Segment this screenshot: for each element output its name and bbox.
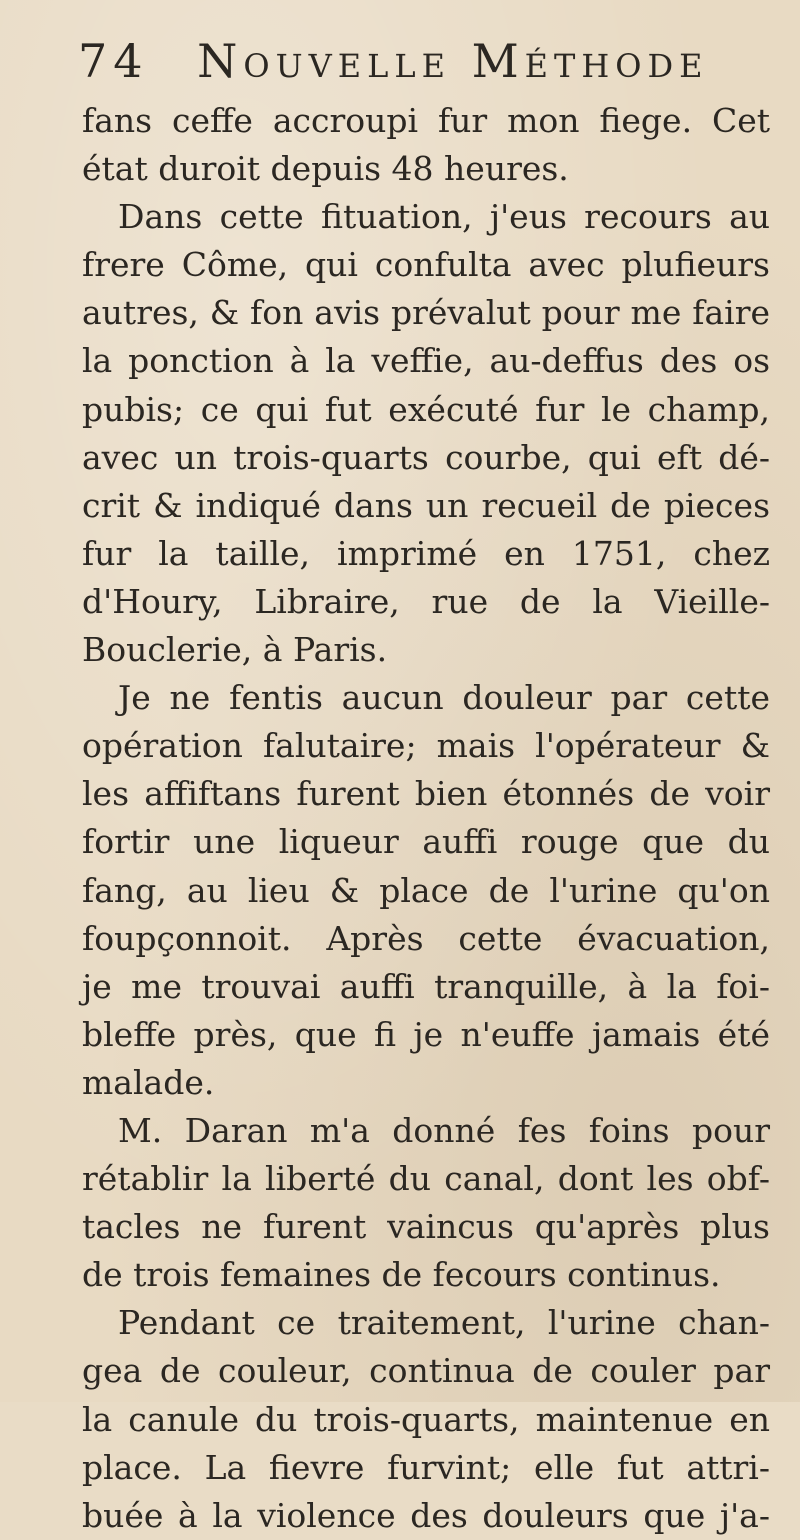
text-line: fortir une liqueur auffi rouge que du bbox=[82, 822, 770, 862]
paragraph-start-line: Dans cette fituation, j'eus recours au bbox=[118, 197, 770, 237]
text-line: crit & indiqué dans un recueil de pieces bbox=[82, 485, 770, 525]
text-line: la ponction à la veffie, au-deffus des os bbox=[82, 341, 770, 381]
text-line: tacles ne furent vaincus qu'après plus bbox=[82, 1207, 770, 1247]
text-line: je me trouvai auffi tranquille, à la foi- bbox=[82, 966, 770, 1006]
text-line: d'Houry, Libraire, rue de la Vieille- bbox=[82, 581, 770, 621]
text-line: opération falutaire; mais l'opérateur & bbox=[82, 726, 770, 766]
text-line: de trois femaines de fecours continus. bbox=[82, 1255, 721, 1295]
text-line: place. La fievre furvint; elle fut attri- bbox=[82, 1447, 770, 1487]
text-line: fang, au lieu & place de l'urine qu'on bbox=[82, 870, 770, 910]
text-line: fans ceffe accroupi fur mon fiege. Cet bbox=[82, 101, 770, 140]
text-line: buée à la violence des douleurs que j'a- bbox=[82, 1495, 770, 1535]
text-line: malade. bbox=[82, 1062, 215, 1102]
text-line: fur la taille, imprimé en 1751, chez bbox=[82, 533, 770, 573]
text-line: autres, & fon avis prévalut pour me faire bbox=[82, 293, 770, 333]
page-number: 74 bbox=[78, 34, 149, 88]
text-line: bleffe près, que fi je n'euffe jamais été bbox=[82, 1014, 770, 1054]
text-line: avec un trois-quarts courbe, qui eft dé- bbox=[82, 437, 770, 477]
paragraph-start-line: Pendant ce traitement, l'urine chan- bbox=[118, 1303, 770, 1343]
body-text bbox=[82, 97, 770, 1540]
paragraph-start-line: M. Daran m'a donné fes foins pour bbox=[118, 1110, 770, 1150]
text-line: les affiftans furent bien étonnés de voir bbox=[82, 774, 770, 814]
running-title: Nouvelle Méthode bbox=[197, 34, 709, 88]
text-line: foupçonnoit. Après cette évacuation, bbox=[82, 918, 770, 958]
text-line: état duroit depuis 48 heures. bbox=[82, 149, 569, 189]
text-line: frere Côme, qui confulta avec plufieurs bbox=[82, 245, 770, 285]
paragraph-start-line: Je ne fentis aucun douleur par cette bbox=[118, 678, 770, 718]
text-line: Bouclerie, à Paris. bbox=[82, 630, 388, 670]
text-line: gea de couleur, continua de couler par bbox=[82, 1351, 770, 1391]
text-line: rétablir la liberté du canal, dont les obf- bbox=[82, 1159, 770, 1199]
text-line: pubis; ce qui fut exécuté fur le champ, bbox=[82, 389, 770, 429]
running-header bbox=[78, 26, 709, 96]
text-line: la canule du trois-quarts, maintenue en bbox=[82, 1399, 770, 1439]
